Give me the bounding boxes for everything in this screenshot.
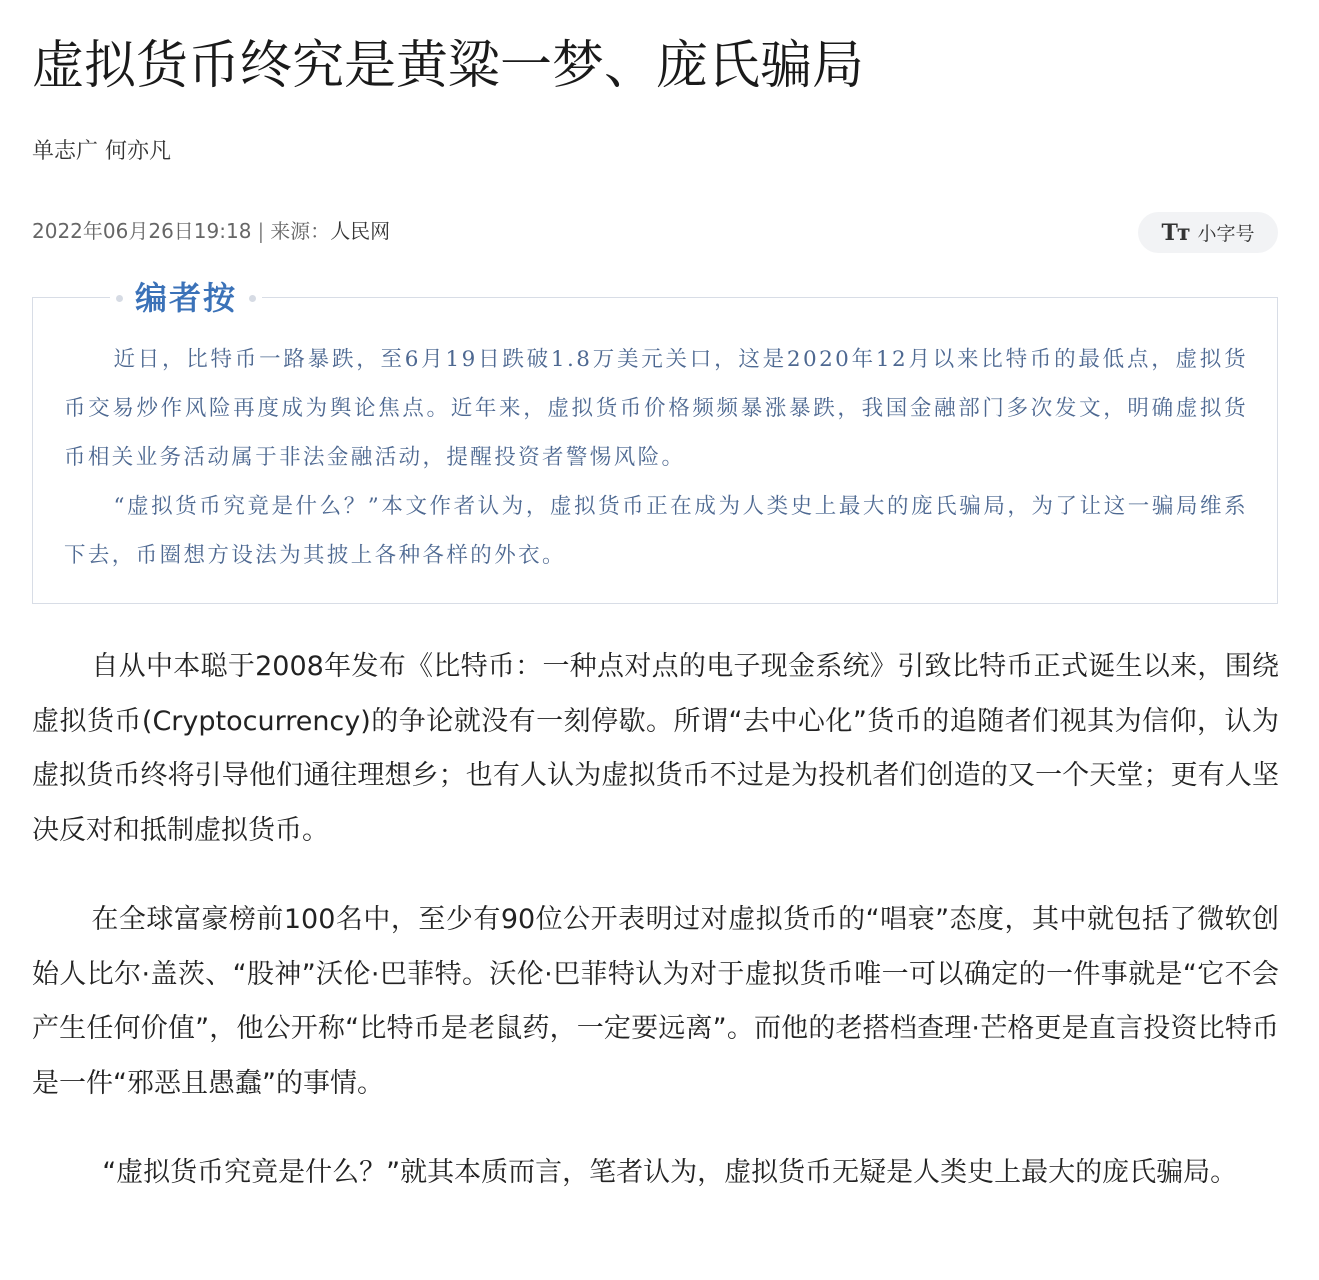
article-authors: 单志广 何亦凡 [32,139,171,164]
body-paragraph: 自从中本聪于2008年发布《比特币：一种点对点的电子现金系统》引致比特币正式诞生以来，围绕虚拟货币(Cryptocurrency)的争论就没有一刻停歇。所谓“去中心化”货币的追随者们视其为信仰，认为虚拟货币终将引导他们通往理想乡；也有人认为虚拟货币不过是为投机者们创造的又一个天堂；更有人坚决反对和抵制虚拟货币。 [32,651,1279,846]
font-size-toggle-button[interactable] [1138,212,1278,253]
editor-note-paragraph: 近日，比特币一路暴跌，至6月19日跌破1.8万美元关口，这是2020年12月以来比特币的最低点，虚拟货币交易炒作风险再度成为舆论焦点。近年来，虚拟货币价格频频暴涨暴跌，我国金融部门多次发文，明确虚拟货币相关业务活动属于非法金融活动，提醒投资者警惕风险。 [64,347,1248,470]
source-name[interactable]: 人民网 [330,219,391,243]
decorative-dot-right [249,295,256,302]
meta-separator: | [257,219,265,243]
editor-note-text [64,335,1248,580]
font-size-icon: Tт [1161,219,1190,246]
publish-datetime: 2022年06月26日19:18 [32,219,252,243]
decorative-dot-left [116,295,123,302]
editor-note-header [110,278,262,318]
article-title: 虚拟货币终究是黄粱一梦、庞氏骗局 [32,36,865,96]
article-body [32,640,1279,1236]
source-label: 来源： [270,219,331,243]
article-meta [32,216,390,246]
editor-note-paragraph: “虚拟货币究竟是什么？”本文作者认为，虚拟货币正在成为人类史上最大的庞氏骗局，为了让这一骗局维系下去，币圈想方设法为其披上各种各样的外衣。 [64,494,1248,568]
editor-note-label: 编者按 [135,279,238,317]
body-paragraph: 在全球富豪榜前100名中，至少有90位公开表明过对虚拟货币的“唱衰”态度，其中就包括了微软创始人比尔·盖茨、“股神”沃伦·巴菲特。沃伦·巴菲特认为对于虚拟货币唯一可以确定的一件事就是“它不会产生任何价值”，他公开称“比特币是老鼠药，一定要远离”。而他的老搭档查理·芒格更是直言投资比特币是一件“邪恶且愚蠢”的事情。 [32,904,1279,1099]
font-size-label: 小字号 [1197,223,1255,245]
body-paragraph: “虚拟货币究竟是什么？”就其本质而言，笔者认为，虚拟货币无疑是人类史上最大的庞氏骗局。 [102,1157,1238,1188]
